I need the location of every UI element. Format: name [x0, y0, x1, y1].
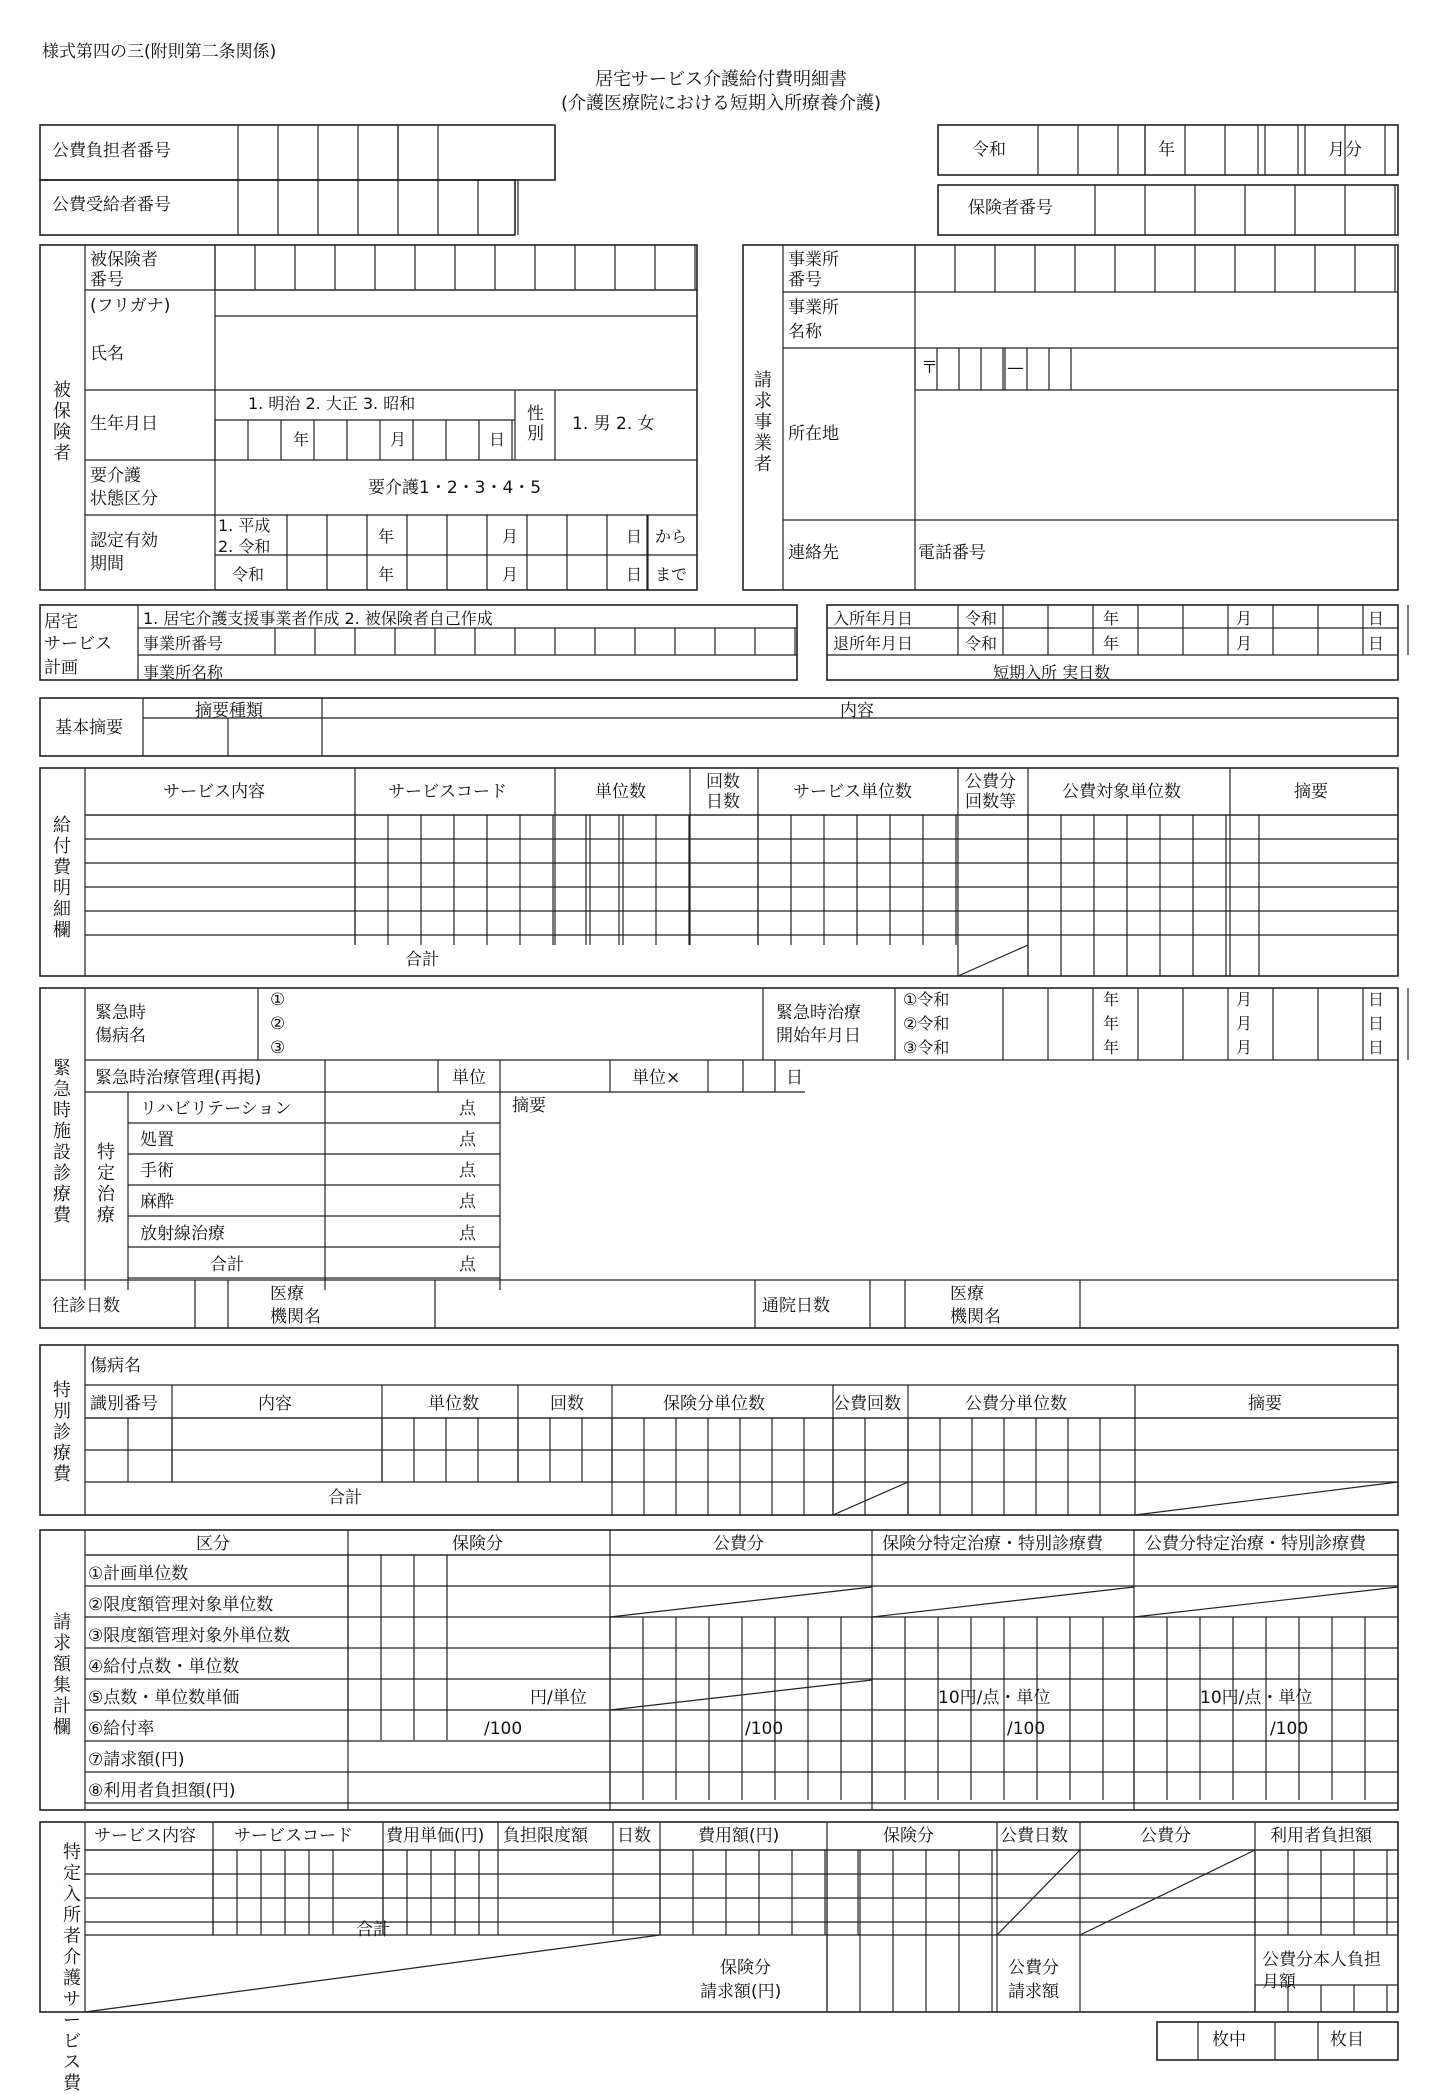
- emergency-d1: 日: [1368, 990, 1385, 1009]
- claim-row-3: ③限度額管理対象外単位数: [88, 1626, 291, 1646]
- insured-number-label-2: 番号: [90, 270, 124, 290]
- nursing-hoken-claim-2: 請求額(円): [700, 1982, 782, 2002]
- special-row-rehab: リハビリテーション: [140, 1099, 292, 1119]
- claim-yen-unit: 円/単位: [530, 1688, 587, 1708]
- outpatient-days-label: 通院日数: [762, 1296, 830, 1316]
- special-point-4: 点: [459, 1192, 476, 1212]
- special-care-kohi-count-header: 公費回数: [833, 1394, 901, 1414]
- emergency-disease-1: 緊急時: [95, 1003, 146, 1023]
- emergency-manage-day: 日: [786, 1068, 803, 1088]
- grid-line-283: [1135, 1482, 1398, 1515]
- claim-row-6: ⑥給付率: [88, 1719, 155, 1739]
- special-care-section-label: 特別診療費: [53, 1380, 71, 1485]
- grid-line-330: [1134, 1587, 1398, 1617]
- admission-year: 年: [1103, 609, 1120, 628]
- provider-name-2: 名称: [788, 322, 822, 342]
- emergency-r1: ①令和: [903, 990, 950, 1009]
- emergency-start-2: 開始年月日: [776, 1026, 861, 1046]
- nursing-kohi-claim-2: 請求額: [1008, 1982, 1059, 2002]
- claim-rate-hoken-special: /100: [1007, 1719, 1046, 1739]
- nursing-kohi-claim-1: 公費分: [1008, 1958, 1059, 1978]
- valid-day-2: 日: [626, 565, 643, 584]
- emergency-r2: ②令和: [903, 1014, 950, 1033]
- nursing-cost-header: 費用額(円): [698, 1826, 780, 1846]
- claim-yen-point-kohi: 10円/点・単位: [1200, 1688, 1313, 1708]
- sex-label-2: 別: [527, 424, 544, 444]
- stay-days-label: 短期入所 実日数: [993, 663, 1111, 682]
- grid-line-282: [833, 1482, 908, 1515]
- valid-from: から: [655, 527, 688, 546]
- valid-reiwa-2: 令和: [232, 565, 265, 584]
- claim-row-2: ②限度額管理対象単位数: [88, 1595, 274, 1615]
- claim-rate-kohi-special: /100: [1270, 1719, 1309, 1739]
- emergency-unit-label: 単位: [452, 1068, 486, 1088]
- benefit-memo-header: 摘要: [1294, 782, 1328, 802]
- valid-era-reiwa: 2. 令和: [218, 537, 271, 556]
- birth-day: 日: [489, 430, 506, 449]
- benefit-units-header: 単位数: [595, 782, 646, 802]
- provider-number-2: 番号: [788, 270, 822, 290]
- plan-label-2: サービス: [44, 634, 112, 654]
- special-point-2: 点: [459, 1130, 476, 1150]
- special-point-1: 点: [459, 1099, 476, 1119]
- claim-rate-kohi: /100: [745, 1719, 784, 1739]
- grid-line-328: [610, 1587, 872, 1617]
- valid-month-1: 月: [502, 527, 519, 546]
- special-care-content-header: 内容: [258, 1394, 292, 1414]
- emergency-m1: 月: [1236, 990, 1253, 1009]
- special-care-kohi-units-header: 公費分単位数: [965, 1394, 1067, 1414]
- care-level-label-2: 状態区分: [90, 489, 158, 509]
- special-point-total: 点: [459, 1255, 476, 1275]
- birth-eras: 1. 明治 2. 大正 3. 昭和: [248, 394, 416, 413]
- header-month: 月分: [1328, 140, 1362, 160]
- valid-year-2: 年: [378, 565, 395, 584]
- special-point-5: 点: [459, 1224, 476, 1244]
- claim-row-4: ④給付点数・単位数: [88, 1657, 240, 1677]
- visit-clinic-2: 機関名: [270, 1307, 321, 1327]
- grid-line-378: [85, 1935, 660, 2012]
- plan-label-3: 計画: [44, 658, 78, 678]
- claim-hoken-header: 保険分: [452, 1534, 503, 1554]
- nursing-section-label: 特定入所者介護サービス費: [63, 1842, 81, 2094]
- grid-line-329: [872, 1587, 1134, 1617]
- emergency-y2: 年: [1103, 1014, 1120, 1033]
- emergency-disease-2: 傷病名: [95, 1026, 146, 1046]
- valid-day-1: 日: [626, 527, 643, 546]
- outpatient-clinic-1: 医療: [950, 1284, 984, 1304]
- header-era: 令和: [972, 140, 1006, 160]
- grid-line-331: [610, 1680, 872, 1710]
- emergency-c3: ③: [270, 1038, 286, 1058]
- nursing-user-header: 利用者負担額: [1270, 1826, 1372, 1846]
- care-level-value: 要介護1・2・3・4・5: [368, 478, 542, 498]
- emergency-r3: ③令和: [903, 1038, 950, 1057]
- plan-office-number: 事業所番号: [143, 634, 224, 653]
- claim-row-5: ⑤点数・単位数単価: [88, 1688, 240, 1708]
- special-row-anesthesia: 麻酔: [140, 1192, 174, 1212]
- claim-row-8: ⑧利用者負担額(円): [88, 1781, 236, 1801]
- special-point-3: 点: [459, 1161, 476, 1181]
- benefit-section-label: 給付費明細欄: [53, 815, 71, 941]
- phone-label: 電話番号: [918, 543, 986, 563]
- benefit-kohi-count-header-1: 公費分: [965, 772, 1016, 792]
- discharge-day: 日: [1368, 634, 1385, 653]
- admission-era: 令和: [965, 609, 998, 628]
- plan-label-1: 居宅: [44, 612, 78, 632]
- summary-type-header: 摘要種類: [195, 701, 263, 721]
- nursing-kohi-self-1: 公費分本人負担: [1262, 1950, 1381, 1970]
- address-label: 所在地: [788, 424, 839, 444]
- nursing-code-header: サービスコード: [234, 1826, 353, 1846]
- claim-hoken-special-header: 保険分特定治療・特別診療費: [882, 1534, 1103, 1554]
- special-total-label: 合計: [210, 1255, 244, 1275]
- emergency-d2: 日: [1368, 1014, 1385, 1033]
- nursing-kohi-self-2: 月額: [1262, 1972, 1296, 1992]
- emergency-unit-times: 単位×: [632, 1068, 681, 1088]
- insured-number-label-1: 被保険者: [90, 250, 158, 270]
- kana-label: (フリガナ): [90, 296, 171, 316]
- benefit-kohi-count-header-2: 回数等: [965, 792, 1016, 812]
- admission-day: 日: [1368, 609, 1385, 628]
- emergency-c1: ①: [270, 990, 286, 1010]
- kohi-jukyu-label: 公費受給者番号: [52, 195, 171, 215]
- outpatient-clinic-2: 機関名: [950, 1307, 1001, 1327]
- provider-section-label: 請求事業者: [754, 370, 772, 475]
- discharge-label: 退所年月日: [833, 634, 914, 653]
- claim-kohi-special-header: 公費分特定治療・特別診療費: [1145, 1534, 1366, 1554]
- claim-row-1: ①計画単位数: [88, 1564, 189, 1584]
- plan-option: 1. 居宅介護支援事業者作成 2. 被保険者自己作成: [143, 609, 493, 628]
- special-treatment-label: 特定治療: [97, 1142, 115, 1226]
- emergency-d3: 日: [1368, 1038, 1385, 1057]
- sheet-page-label: 枚目: [1330, 2030, 1364, 2050]
- benefit-kohi-units-header: 公費対象単位数: [1062, 782, 1181, 802]
- header-year: 年: [1158, 140, 1175, 160]
- name-label: 氏名: [90, 344, 124, 364]
- summary-content-header: 内容: [840, 701, 874, 721]
- nursing-days-header: 日数: [617, 1826, 651, 1846]
- claim-kubun-header: 区分: [196, 1534, 230, 1554]
- postal-dash: —: [1007, 358, 1024, 378]
- postal-mark: 〒: [921, 358, 938, 378]
- care-level-label-1: 要介護: [90, 466, 141, 486]
- special-row-surgery: 手術: [140, 1161, 174, 1181]
- contact-label: 連絡先: [788, 543, 839, 563]
- nursing-limit-header: 負担限度額: [503, 1826, 588, 1846]
- special-care-count-header: 回数: [550, 1394, 584, 1414]
- emergency-m2: 月: [1236, 1014, 1253, 1033]
- form-number: 様式第四の三(附則第二条関係): [42, 42, 277, 62]
- birth-year: 年: [293, 430, 310, 449]
- sex-label-1: 性: [527, 404, 544, 424]
- provider-number-1: 事業所: [788, 250, 839, 270]
- nursing-hoken-header: 保険分: [883, 1826, 934, 1846]
- nursing-kohi-header: 公費分: [1140, 1826, 1191, 1846]
- special-care-ins-units-header: 保険分単位数: [663, 1394, 765, 1414]
- benefit-code-header: サービスコード: [388, 782, 507, 802]
- nursing-unit-price-header: 費用単価(円): [386, 1826, 485, 1846]
- special-care-id-header: 識別番号: [90, 1394, 158, 1414]
- benefit-count-header-2: 日数: [706, 792, 740, 812]
- valid-until: まで: [655, 565, 688, 584]
- emergency-y3: 年: [1103, 1038, 1120, 1057]
- valid-label-2: 期間: [90, 554, 124, 574]
- claim-yen-point-hoken: 10円/点・単位: [938, 1688, 1051, 1708]
- emergency-section-label: 緊急時施設診療費: [53, 1058, 71, 1226]
- benefit-count-header-1: 回数: [706, 772, 740, 792]
- insured-section-label: 被保険者: [53, 380, 71, 464]
- birth-month: 月: [390, 430, 407, 449]
- grid-box-243: [40, 1345, 1398, 1515]
- nursing-total-label: 合計: [356, 1920, 390, 1940]
- nursing-kohi-days-header: 公費日数: [1000, 1826, 1068, 1846]
- special-care-disease-label: 傷病名: [90, 1356, 141, 1376]
- provider-name-1: 事業所: [788, 298, 839, 318]
- emergency-memo-label: 摘要: [512, 1096, 546, 1116]
- hokensha-label: 保険者番号: [968, 198, 1053, 218]
- valid-label-1: 認定有効: [90, 531, 158, 551]
- special-care-total-label: 合計: [328, 1488, 362, 1508]
- sheet-count-label: 枚中: [1212, 2030, 1246, 2050]
- emergency-m3: 月: [1236, 1038, 1253, 1057]
- sex-options: 1. 男 2. 女: [572, 414, 655, 434]
- claim-rate-hoken: /100: [484, 1719, 523, 1739]
- grid-line-201: [958, 945, 1028, 976]
- form-title: 居宅サービス介護給付費明細書: [595, 69, 847, 90]
- summary-label: 基本摘要: [55, 718, 123, 738]
- valid-month-2: 月: [502, 565, 519, 584]
- emergency-y1: 年: [1103, 990, 1120, 1009]
- valid-era-heisei: 1. 平成: [218, 516, 271, 535]
- claim-section-label: 請求額集計欄: [53, 1612, 71, 1738]
- grid-box-87: [743, 245, 1398, 590]
- claim-row-7: ⑦請求額(円): [88, 1750, 185, 1770]
- emergency-c2: ②: [270, 1014, 286, 1034]
- discharge-month: 月: [1236, 634, 1253, 653]
- grid-box-284: [40, 1530, 1398, 1810]
- grid-box-202: [40, 988, 1398, 1328]
- admission-month: 月: [1236, 609, 1253, 628]
- valid-year-1: 年: [378, 527, 395, 546]
- emergency-manage-label: 緊急時治療管理(再掲): [95, 1068, 262, 1088]
- claim-kohi-header: 公費分: [713, 1534, 764, 1554]
- visit-clinic-1: 医療: [270, 1284, 304, 1304]
- nursing-service-header: サービス内容: [94, 1826, 196, 1846]
- admission-label: 入所年月日: [833, 609, 914, 628]
- plan-office-name: 事業所名称: [143, 663, 224, 682]
- special-care-memo-header: 摘要: [1248, 1394, 1282, 1414]
- benefit-service-units-header: サービス単位数: [793, 782, 912, 802]
- benefit-total-label: 合計: [405, 950, 439, 970]
- emergency-start-1: 緊急時治療: [776, 1003, 861, 1023]
- birth-label: 生年月日: [90, 414, 158, 434]
- form-subtitle: (介護医療院における短期入所療養介護): [560, 93, 882, 114]
- special-row-procedure: 処置: [140, 1130, 174, 1150]
- special-care-units-header: 単位数: [428, 1394, 479, 1414]
- kohi-futan-label: 公費負担者番号: [52, 141, 171, 161]
- benefit-service-header: サービス内容: [163, 782, 265, 802]
- visit-days-label: 往診日数: [52, 1296, 120, 1316]
- nursing-hoken-claim-1: 保険分: [720, 1958, 771, 1978]
- discharge-era: 令和: [965, 634, 998, 653]
- special-row-radiation: 放射線治療: [140, 1224, 225, 1244]
- discharge-year: 年: [1103, 634, 1120, 653]
